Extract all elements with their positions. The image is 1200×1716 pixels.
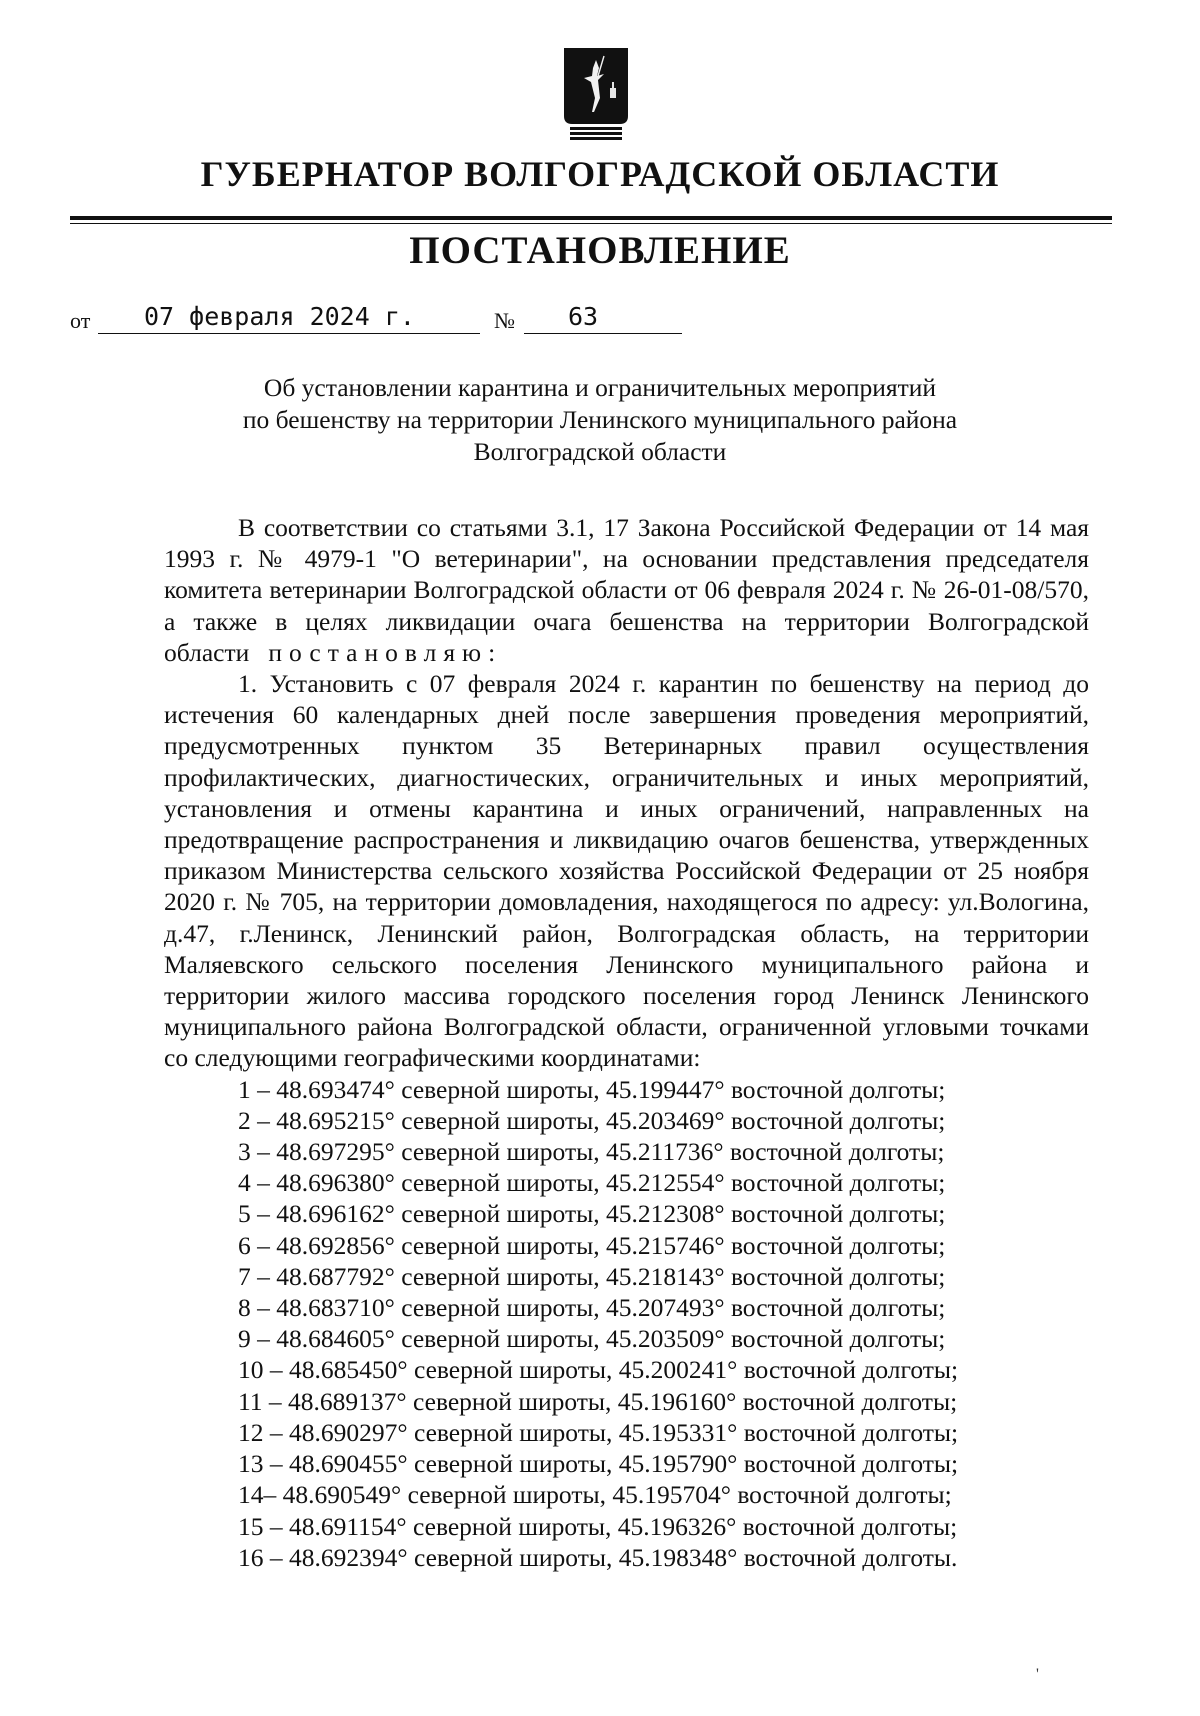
document-title (0, 372, 1200, 468)
coordinate-item: 8 – 48.683710° северной широты, 45.207493° восточной долготы; (238, 1293, 946, 1323)
coat-of-arms-icon (560, 46, 632, 142)
coordinate-item: 13 – 48.690455° северной широты, 45.195790° восточной долготы; (238, 1449, 959, 1479)
coordinate-item: 14– 48.690549° северной широты, 45.195704° восточной долготы; (238, 1480, 952, 1510)
coordinate-item: 5 – 48.696162° северной широты, 45.212308° восточной долготы; (238, 1199, 946, 1229)
preamble-paragraph (164, 512, 1089, 668)
title-line: по бешенству на территории Ленинского муниципального района (242, 405, 958, 434)
date-field (98, 303, 480, 334)
item-1-paragraph: 1. Установить с 07 февраля 2024 г. карантин по бешенству на период до истечения 60 календарных дней после завершения проведения мероприятий, предусмотренных пунктом 35 Ветеринарных правил осуществления профилактических, диагностических, ограничительных и иных мероприятий, установления и отмены карантина и иных ограничений, направленных на предотвращение распространения и ликвидацию очагов бешенства, утвержденных приказом Министерства сельского хозяйства Российской Федерации от 25 ноября 2020 г. № 705, на территории домовладения, находящегося по адресу: ул.Вологина, д.47, г.Ленинск, Ленинский район, Волгоградская область, на территории Маляевского сельского поселения Ленинского муниципального района и территории жилого массива городского поселения город Ленинск Ленинского муниципального района Волгоградской области, ограниченной угловыми точками со следующими географическими координатами: (164, 669, 1089, 1073)
document-body (164, 512, 1089, 1573)
coordinate-item: 3 – 48.697295° северной широты, 45.211736° восточной долготы; (238, 1137, 945, 1167)
title-line: Об установлении карантина и ограничительных мероприятий (263, 373, 937, 402)
number-field (524, 303, 682, 334)
coordinate-item: 10 – 48.685450° северной широты, 45.200241° восточной долготы; (238, 1355, 959, 1385)
coordinate-item: 16 – 48.692394° северной широты, 45.198348° восточной долготы. (238, 1542, 958, 1572)
title-line: Волгоградской области (473, 437, 727, 466)
issuing-authority: ГУБЕРНАТОР ВОЛГОГРАДСКОЙ ОБЛАСТИ (200, 154, 1000, 194)
coordinate-item: 6 – 48.692856° северной широты, 45.215746° восточной долготы; (238, 1230, 946, 1260)
coordinate-item: 7 – 48.687792° северной широты, 45.218143° восточной долготы; (238, 1261, 946, 1291)
coordinate-item: 12 – 48.690297° северной широты, 45.195331° восточной долготы; (238, 1417, 959, 1447)
number-value: 63 (568, 302, 599, 331)
header-divider-thin (70, 223, 1112, 224)
decree-word: постановляю: (268, 637, 503, 667)
document-type: ПОСТАНОВЛЕНИЕ (409, 229, 791, 272)
coordinate-item: 15 – 48.691154° северной широты, 45.196326° восточной долготы; (238, 1511, 958, 1541)
coordinate-item: 4 – 48.696380° северной широты, 45.212554° восточной долготы; (238, 1168, 946, 1198)
scan-mark: ' (1036, 1666, 1039, 1683)
coordinate-item: 1 – 48.693474° северной широты, 45.199447° восточной долготы; (238, 1074, 946, 1104)
coordinate-item: 2 – 48.695215° северной широты, 45.203469° восточной долготы; (238, 1105, 946, 1135)
preamble-text: В соответствии со статьями 3.1, 17 Закона Российской Федерации от 14 мая 1993 г. № 4979-1 "О ветеринарии", на основании представления председателя комитета ветеринарии Волгоградской области от 06 февраля 2024 г. № 26-01-08/570, а также в целях ликвидации очага бешенства на территории Волгоградской области (164, 513, 1089, 667)
date-number-line (0, 300, 1200, 340)
coordinates-list (164, 1074, 1089, 1573)
coordinate-item: 11 – 48.689137° северной широты, 45.196160° восточной долготы; (238, 1386, 958, 1416)
header-divider-thick (70, 216, 1112, 220)
number-prefix: № (494, 308, 515, 333)
date-value: 07 февраля 2024 г. (144, 302, 415, 331)
coordinate-item: 9 – 48.684605° северной широты, 45.203509° восточной долготы; (238, 1324, 946, 1354)
date-prefix: от (70, 308, 91, 333)
